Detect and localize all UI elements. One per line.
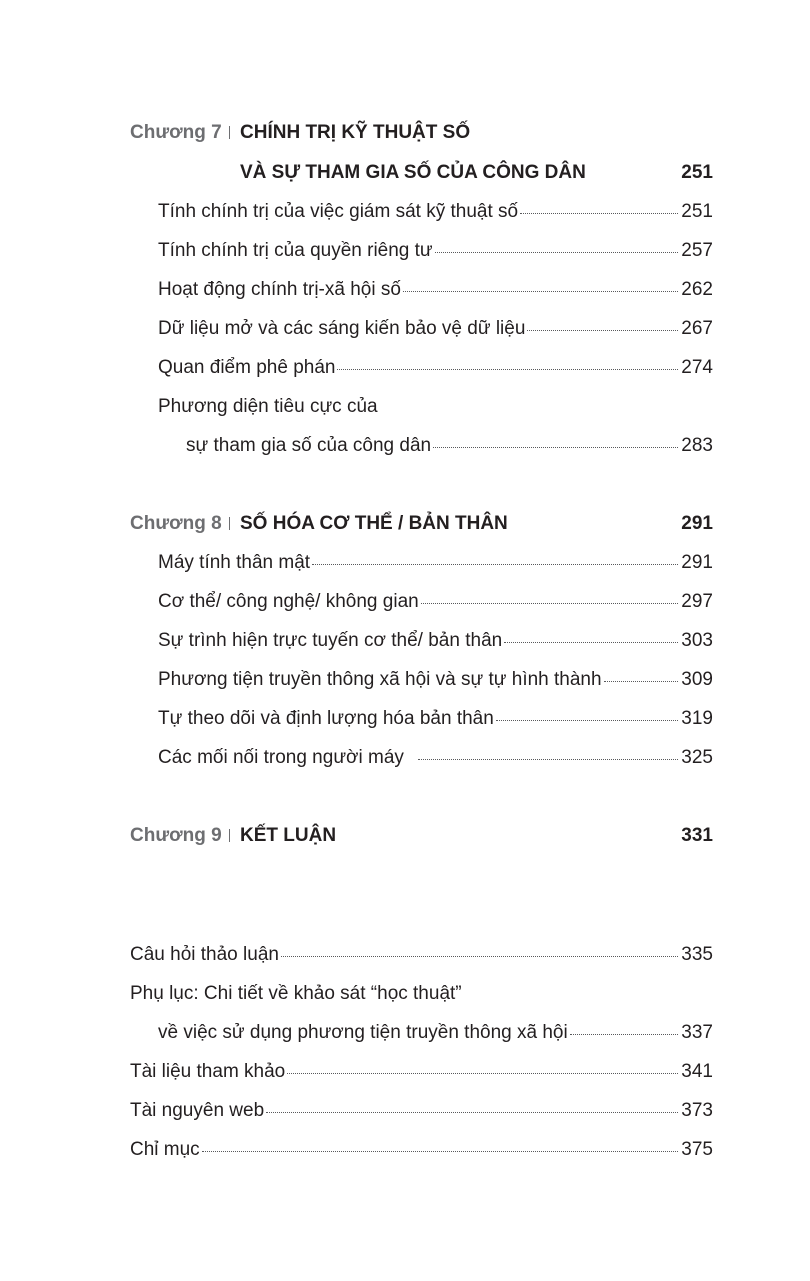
chapter-7-heading-line2 xyxy=(130,158,713,188)
leader-dots xyxy=(421,603,679,604)
leader-dots xyxy=(435,252,679,253)
toc-entry-text-line1[interactable]: Phụ lục: Chi tiết về khảo sát “học thuật” xyxy=(130,983,462,1004)
toc-entry-text: Quan điểm phê phán xyxy=(158,357,336,378)
toc-entry-text: Cơ thể/ công nghệ/ không gian xyxy=(158,591,419,612)
toc-entry[interactable] xyxy=(158,743,713,773)
leader-dots xyxy=(520,213,678,214)
toc-entry-page: 335 xyxy=(681,944,713,965)
leader-dots xyxy=(418,759,678,760)
leader-dots xyxy=(504,642,678,643)
leader-dots xyxy=(403,291,678,292)
toc-entry-text: Tính chính trị của việc giám sát kỹ thuật số xyxy=(158,201,519,222)
toc-entry-page: 291 xyxy=(681,552,713,573)
toc-entry[interactable] xyxy=(186,431,713,461)
toc-entry-text: Dữ liệu mở và các sáng kiến bảo vệ dữ liệu xyxy=(158,318,526,339)
chapter-7-title-line1: CHÍNH TRỊ KỸ THUẬT SỐ xyxy=(240,122,471,143)
toc-entry-text: Sự trình hiện trực tuyến cơ thể/ bản thân xyxy=(158,630,503,651)
chapter-8-page: 291 xyxy=(681,513,713,534)
toc-entry[interactable] xyxy=(130,1096,713,1126)
leader-dots xyxy=(287,1073,678,1074)
chapter-separator xyxy=(229,126,230,139)
toc-entry-page: 257 xyxy=(681,240,713,261)
toc-entry-page: 341 xyxy=(681,1061,713,1082)
toc-entry[interactable] xyxy=(158,236,713,266)
chapter-9-title: KẾT LUẬN xyxy=(240,825,337,846)
chapter-separator xyxy=(229,517,230,530)
toc-entry-text-line2: về việc sử dụng phương tiện truyền thông xã hội xyxy=(158,1022,568,1043)
toc-entry-page: 251 xyxy=(681,201,713,222)
toc-entry[interactable] xyxy=(158,1018,713,1048)
toc-entry-text: Máy tính thân mật xyxy=(158,552,311,573)
leader-dots xyxy=(281,956,678,957)
leader-dots xyxy=(202,1151,679,1152)
leader-dots xyxy=(496,720,679,721)
toc-entry-page: 325 xyxy=(681,747,713,768)
toc-entry-text: Tài liệu tham khảo xyxy=(130,1061,286,1082)
chapter-9-page: 331 xyxy=(681,825,713,846)
chapter-8-heading xyxy=(130,509,713,539)
toc-entry-text-line2: sự tham gia số của công dân xyxy=(186,435,432,456)
toc-entry-text-line1[interactable]: Phương diện tiêu cực của xyxy=(158,396,378,417)
toc-entry-text: Phương tiện truyền thông xã hội và sự tự hình thành xyxy=(158,669,602,690)
chapter-7-page: 251 xyxy=(681,162,713,183)
leader-dots xyxy=(527,330,678,331)
toc-entry-text: Tính chính trị của quyền riêng tư xyxy=(158,240,433,261)
toc-entry-page: 262 xyxy=(681,279,713,300)
chapter-7-label: Chương 7 xyxy=(130,118,230,148)
toc-entry-page: 274 xyxy=(681,357,713,378)
leader-dots xyxy=(604,681,679,682)
toc-entry-page: 337 xyxy=(681,1022,713,1043)
toc-entry[interactable] xyxy=(158,275,713,305)
leader-dots xyxy=(570,1034,679,1035)
leader-dots xyxy=(337,369,678,370)
chapter-8-label: Chương 8 xyxy=(130,509,230,539)
toc-entry[interactable] xyxy=(158,197,713,227)
toc-entry-page: 319 xyxy=(681,708,713,729)
chapter-7-heading xyxy=(130,118,713,148)
chapter-8-title: SỐ HÓA CƠ THỂ / BẢN THÂN xyxy=(240,513,508,534)
toc-entry[interactable] xyxy=(130,1135,713,1165)
toc-entry-text: Tự theo dõi và định lượng hóa bản thân xyxy=(158,708,494,729)
toc-entry[interactable] xyxy=(158,587,713,617)
leader-dots xyxy=(266,1112,678,1113)
toc-entry-page: 283 xyxy=(681,435,713,456)
chapter-7-title-line2: VÀ SỰ THAM GIA SỐ CỦA CÔNG DÂN xyxy=(240,162,586,183)
chapter-separator xyxy=(229,829,230,842)
toc-entry[interactable] xyxy=(158,548,713,578)
toc-entry-page: 303 xyxy=(681,630,713,651)
toc-entry[interactable] xyxy=(130,1057,713,1087)
toc-entry-text: Tài nguyên web xyxy=(130,1100,265,1121)
toc-entry-page: 309 xyxy=(681,669,713,690)
toc-entry-page: 267 xyxy=(681,318,713,339)
leader-dots xyxy=(312,564,678,565)
toc-entry-text: Hoạt động chính trị-xã hội số xyxy=(158,279,401,300)
toc-entry-page: 375 xyxy=(681,1139,713,1160)
toc-entry-page: 373 xyxy=(681,1100,713,1121)
toc-entry-text: Các mối nối trong người máy xyxy=(158,747,404,768)
toc-entry[interactable] xyxy=(158,665,713,695)
toc-entry[interactable] xyxy=(158,626,713,656)
toc-entry[interactable] xyxy=(158,353,713,383)
toc-entry-text: Chỉ mục xyxy=(130,1139,200,1160)
chapter-9-heading xyxy=(130,821,713,851)
toc-entry-page: 297 xyxy=(681,591,713,612)
leader-dots xyxy=(433,447,678,448)
chapter-9-label: Chương 9 xyxy=(130,821,230,851)
toc-entry[interactable] xyxy=(130,940,713,970)
toc-entry-text: Câu hỏi thảo luận xyxy=(130,944,279,965)
toc-entry[interactable] xyxy=(158,704,713,734)
toc-entry[interactable] xyxy=(158,314,713,344)
